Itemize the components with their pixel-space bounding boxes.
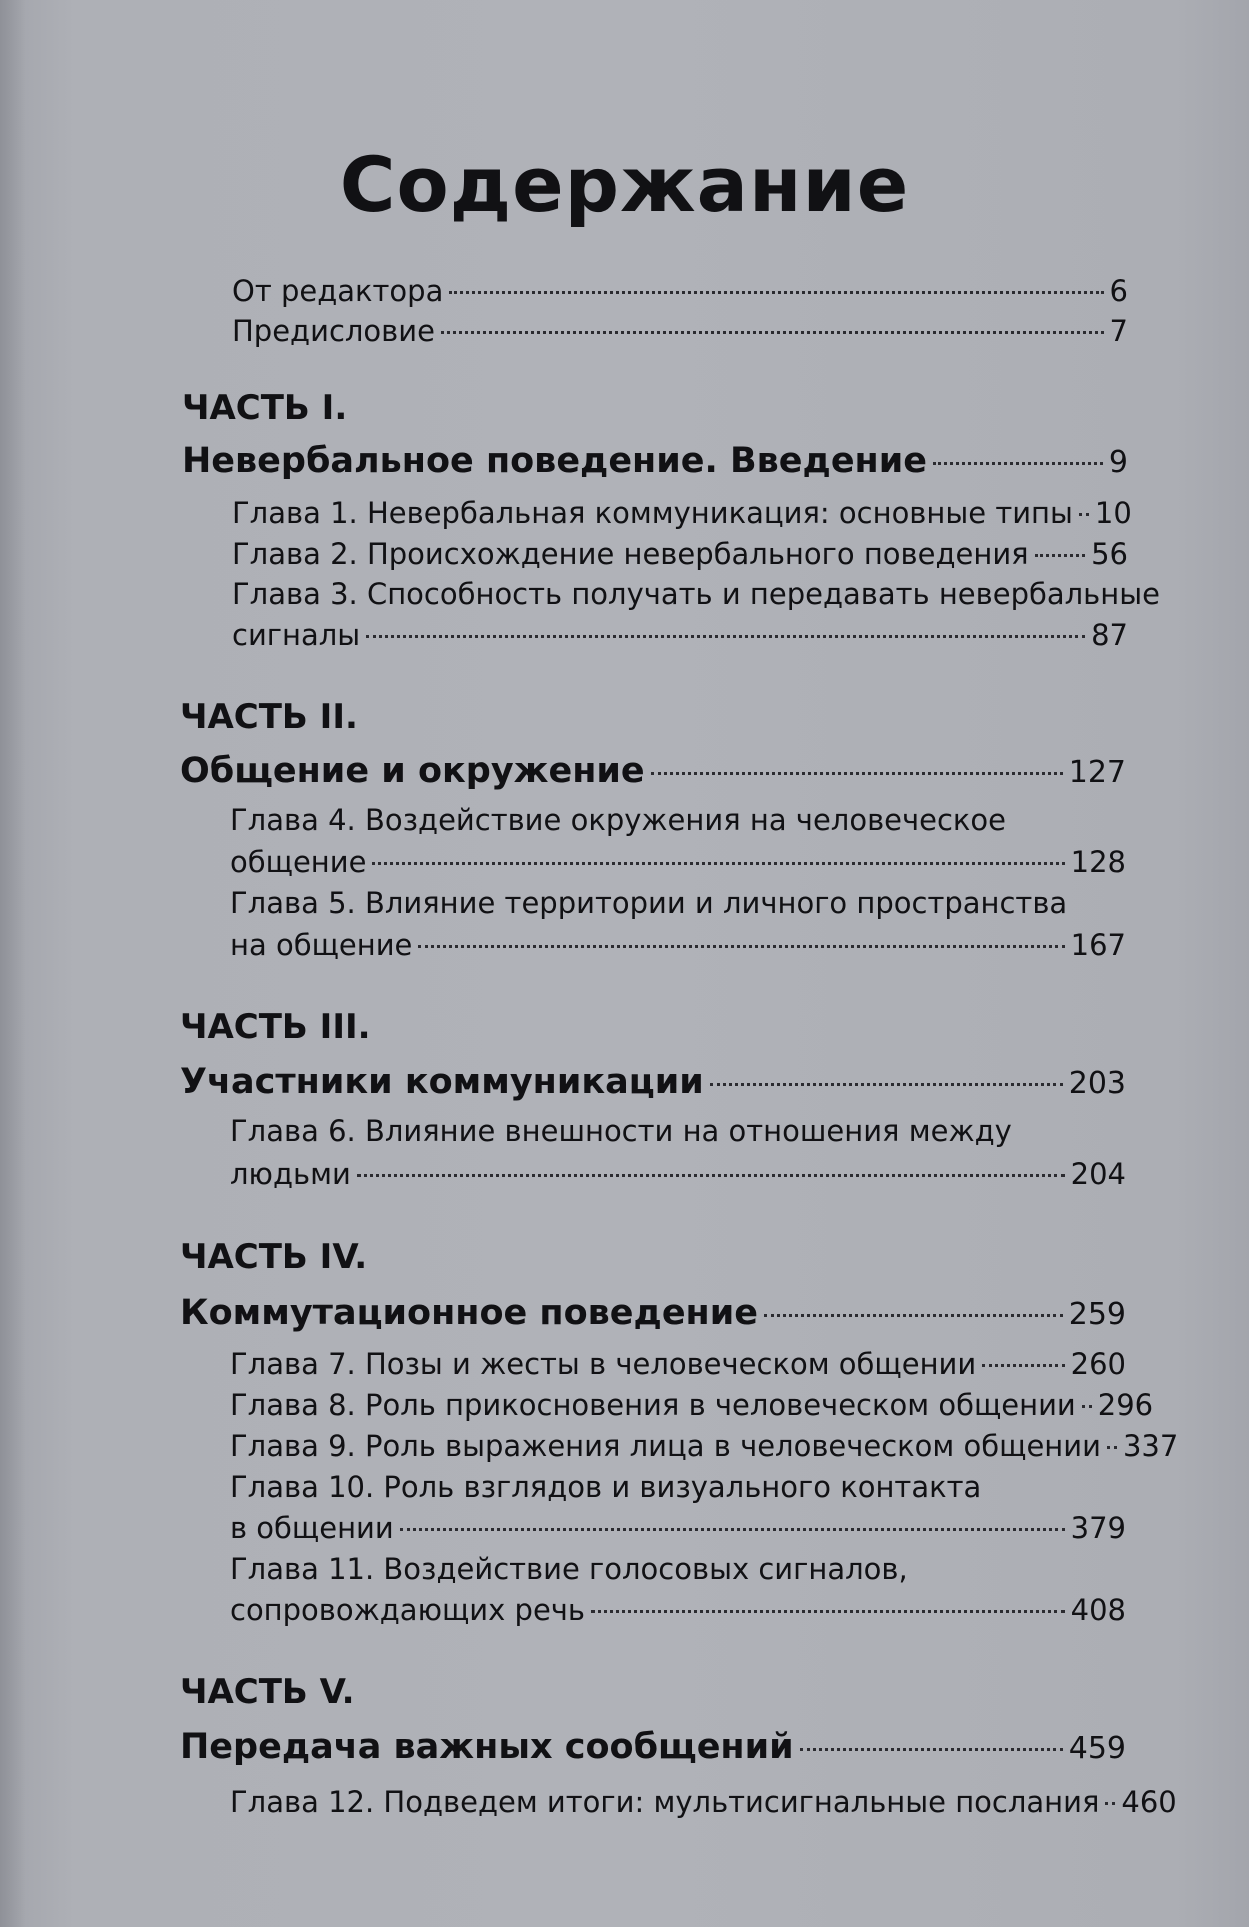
toc-entry-editor-note[interactable]: От редактора 6 [232, 274, 1128, 308]
toc-entry-chapter-9[interactable]: Глава 9. Роль выражения лица в человеческом общении 337 [230, 1429, 1179, 1463]
toc-entry-chapter-1[interactable]: Глава 1. Невербальная коммуникация: основные типы 10 [232, 496, 1132, 530]
part-3-title[interactable]: Участники коммуникации 203 [180, 1062, 1126, 1102]
toc-entry-chapter-4-line1[interactable]: Глава 4. Воздействие окружения на человеческое [230, 803, 1007, 837]
part-2-label: ЧАСТЬ II. [180, 697, 358, 737]
toc-entry-chapter-6[interactable]: людьми 204 [230, 1157, 1126, 1191]
binding-shadow [0, 0, 26, 1927]
part-1-label: ЧАСТЬ I. [182, 388, 348, 428]
toc-entry-chapter-11[interactable]: сопровождающих речь 408 [230, 1593, 1126, 1627]
toc-entry-chapter-11-line1[interactable]: Глава 11. Воздействие голосовых сигналов, [230, 1552, 908, 1586]
part-4-title[interactable]: Коммутационное поведение 259 [180, 1293, 1126, 1333]
toc-entry-chapter-2[interactable]: Глава 2. Происхождение невербального поведения 56 [232, 537, 1128, 571]
toc-entry-chapter-4[interactable]: общение 128 [230, 845, 1126, 879]
page-title: Содержание [339, 140, 910, 229]
part-5-title[interactable]: Передача важных сообщений 459 [180, 1727, 1126, 1767]
toc-entry-chapter-10[interactable]: в общении 379 [230, 1511, 1126, 1545]
toc-entry-chapter-6-line1[interactable]: Глава 6. Влияние внешности на отношения между [230, 1114, 1012, 1148]
part-4-label: ЧАСТЬ IV. [180, 1237, 368, 1277]
toc-entry-chapter-3-line1[interactable]: Глава 3. Способность получать и передавать невербальные [232, 577, 1160, 611]
part-3-label: ЧАСТЬ III. [180, 1007, 371, 1047]
toc-entry-chapter-3[interactable]: сигналы 87 [232, 618, 1128, 652]
part-2-title[interactable]: Общение и окружение 127 [180, 751, 1126, 791]
toc-entry-preface[interactable]: Предисловие 7 [232, 314, 1128, 348]
part-5-label: ЧАСТЬ V. [180, 1672, 355, 1712]
toc-entry-chapter-10-line1[interactable]: Глава 10. Роль взглядов и визуального контакта [230, 1470, 982, 1504]
toc-entry-chapter-7[interactable]: Глава 7. Позы и жесты в человеческом общении 260 [230, 1347, 1126, 1381]
part-1-title[interactable]: Невербальное поведение. Введение 9 [182, 441, 1128, 481]
toc-entry-chapter-8[interactable]: Глава 8. Роль прикосновения в человеческом общении 296 [230, 1388, 1154, 1422]
toc-entry-chapter-12[interactable]: Глава 12. Подведем итоги: мультисигнальные послания 460 [230, 1785, 1177, 1819]
toc-entry-chapter-5[interactable]: на общение 167 [230, 928, 1126, 962]
toc-entry-chapter-5-line1[interactable]: Глава 5. Влияние территории и личного пространства [230, 886, 1068, 920]
